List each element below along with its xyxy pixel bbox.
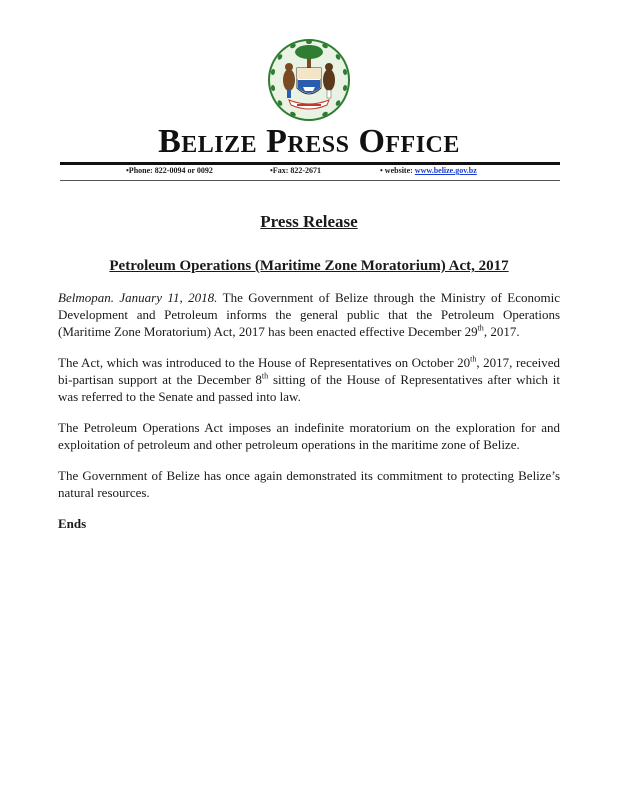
header-divider xyxy=(60,162,560,165)
paragraph-text: The Act, which was introduced to the House of Representatives on October 20 xyxy=(58,355,471,370)
paragraph-history xyxy=(58,354,560,405)
contact-phone: •Phone: 822-0094 or 0092 xyxy=(126,166,213,175)
press-release-heading: Press Release xyxy=(260,212,358,231)
contact-info-row xyxy=(60,166,560,180)
press-release-title: Petroleum Operations (Maritime Zone Moratorium) Act, 2017 xyxy=(109,258,509,274)
ordinal-suffix: th xyxy=(470,354,477,364)
contact-website xyxy=(380,166,477,175)
paragraph-moratorium: The Petroleum Operations Act imposes an indefinite moratorium on the exploration for and exploitation of petroleum and other petroleum operations in the maritime zone of Belize. xyxy=(58,420,560,452)
ends-marker: Ends xyxy=(58,516,87,531)
dateline: Belmopan. January 11, 2018. xyxy=(58,290,218,305)
paragraph-text: sitting of the House of Representatives after which it was referred to the Senate and passed into law. xyxy=(58,372,561,404)
ordinal-suffix: th xyxy=(261,371,269,381)
office-title: Belize Press Office xyxy=(158,123,460,160)
paragraph-text: , 2017, received bi-partisan support at the December 8 xyxy=(58,355,560,387)
belize-coat-of-arms-icon xyxy=(267,38,351,122)
paragraph-text: , 2017. xyxy=(483,324,520,339)
paragraph-text: The Government of Belize through the Ministry of Economic Development and Petroleum informs the general public that the Petroleum Operations (Maritime Zone Moratorium) Act, 2017 has been enacted effective December 29 xyxy=(58,290,560,339)
ordinal-suffix: th xyxy=(477,323,484,333)
paragraph-announcement xyxy=(58,289,560,340)
paragraph-commitment: The Government of Belize has once again demonstrated its commitment to protecting Belize’s natural resources. xyxy=(58,468,560,500)
contact-fax: •Fax: 822-2671 xyxy=(270,166,322,175)
website-link[interactable]: www.belize.gov.bz xyxy=(414,166,477,175)
contact-divider xyxy=(60,180,560,181)
website-label: • website: xyxy=(380,166,413,175)
